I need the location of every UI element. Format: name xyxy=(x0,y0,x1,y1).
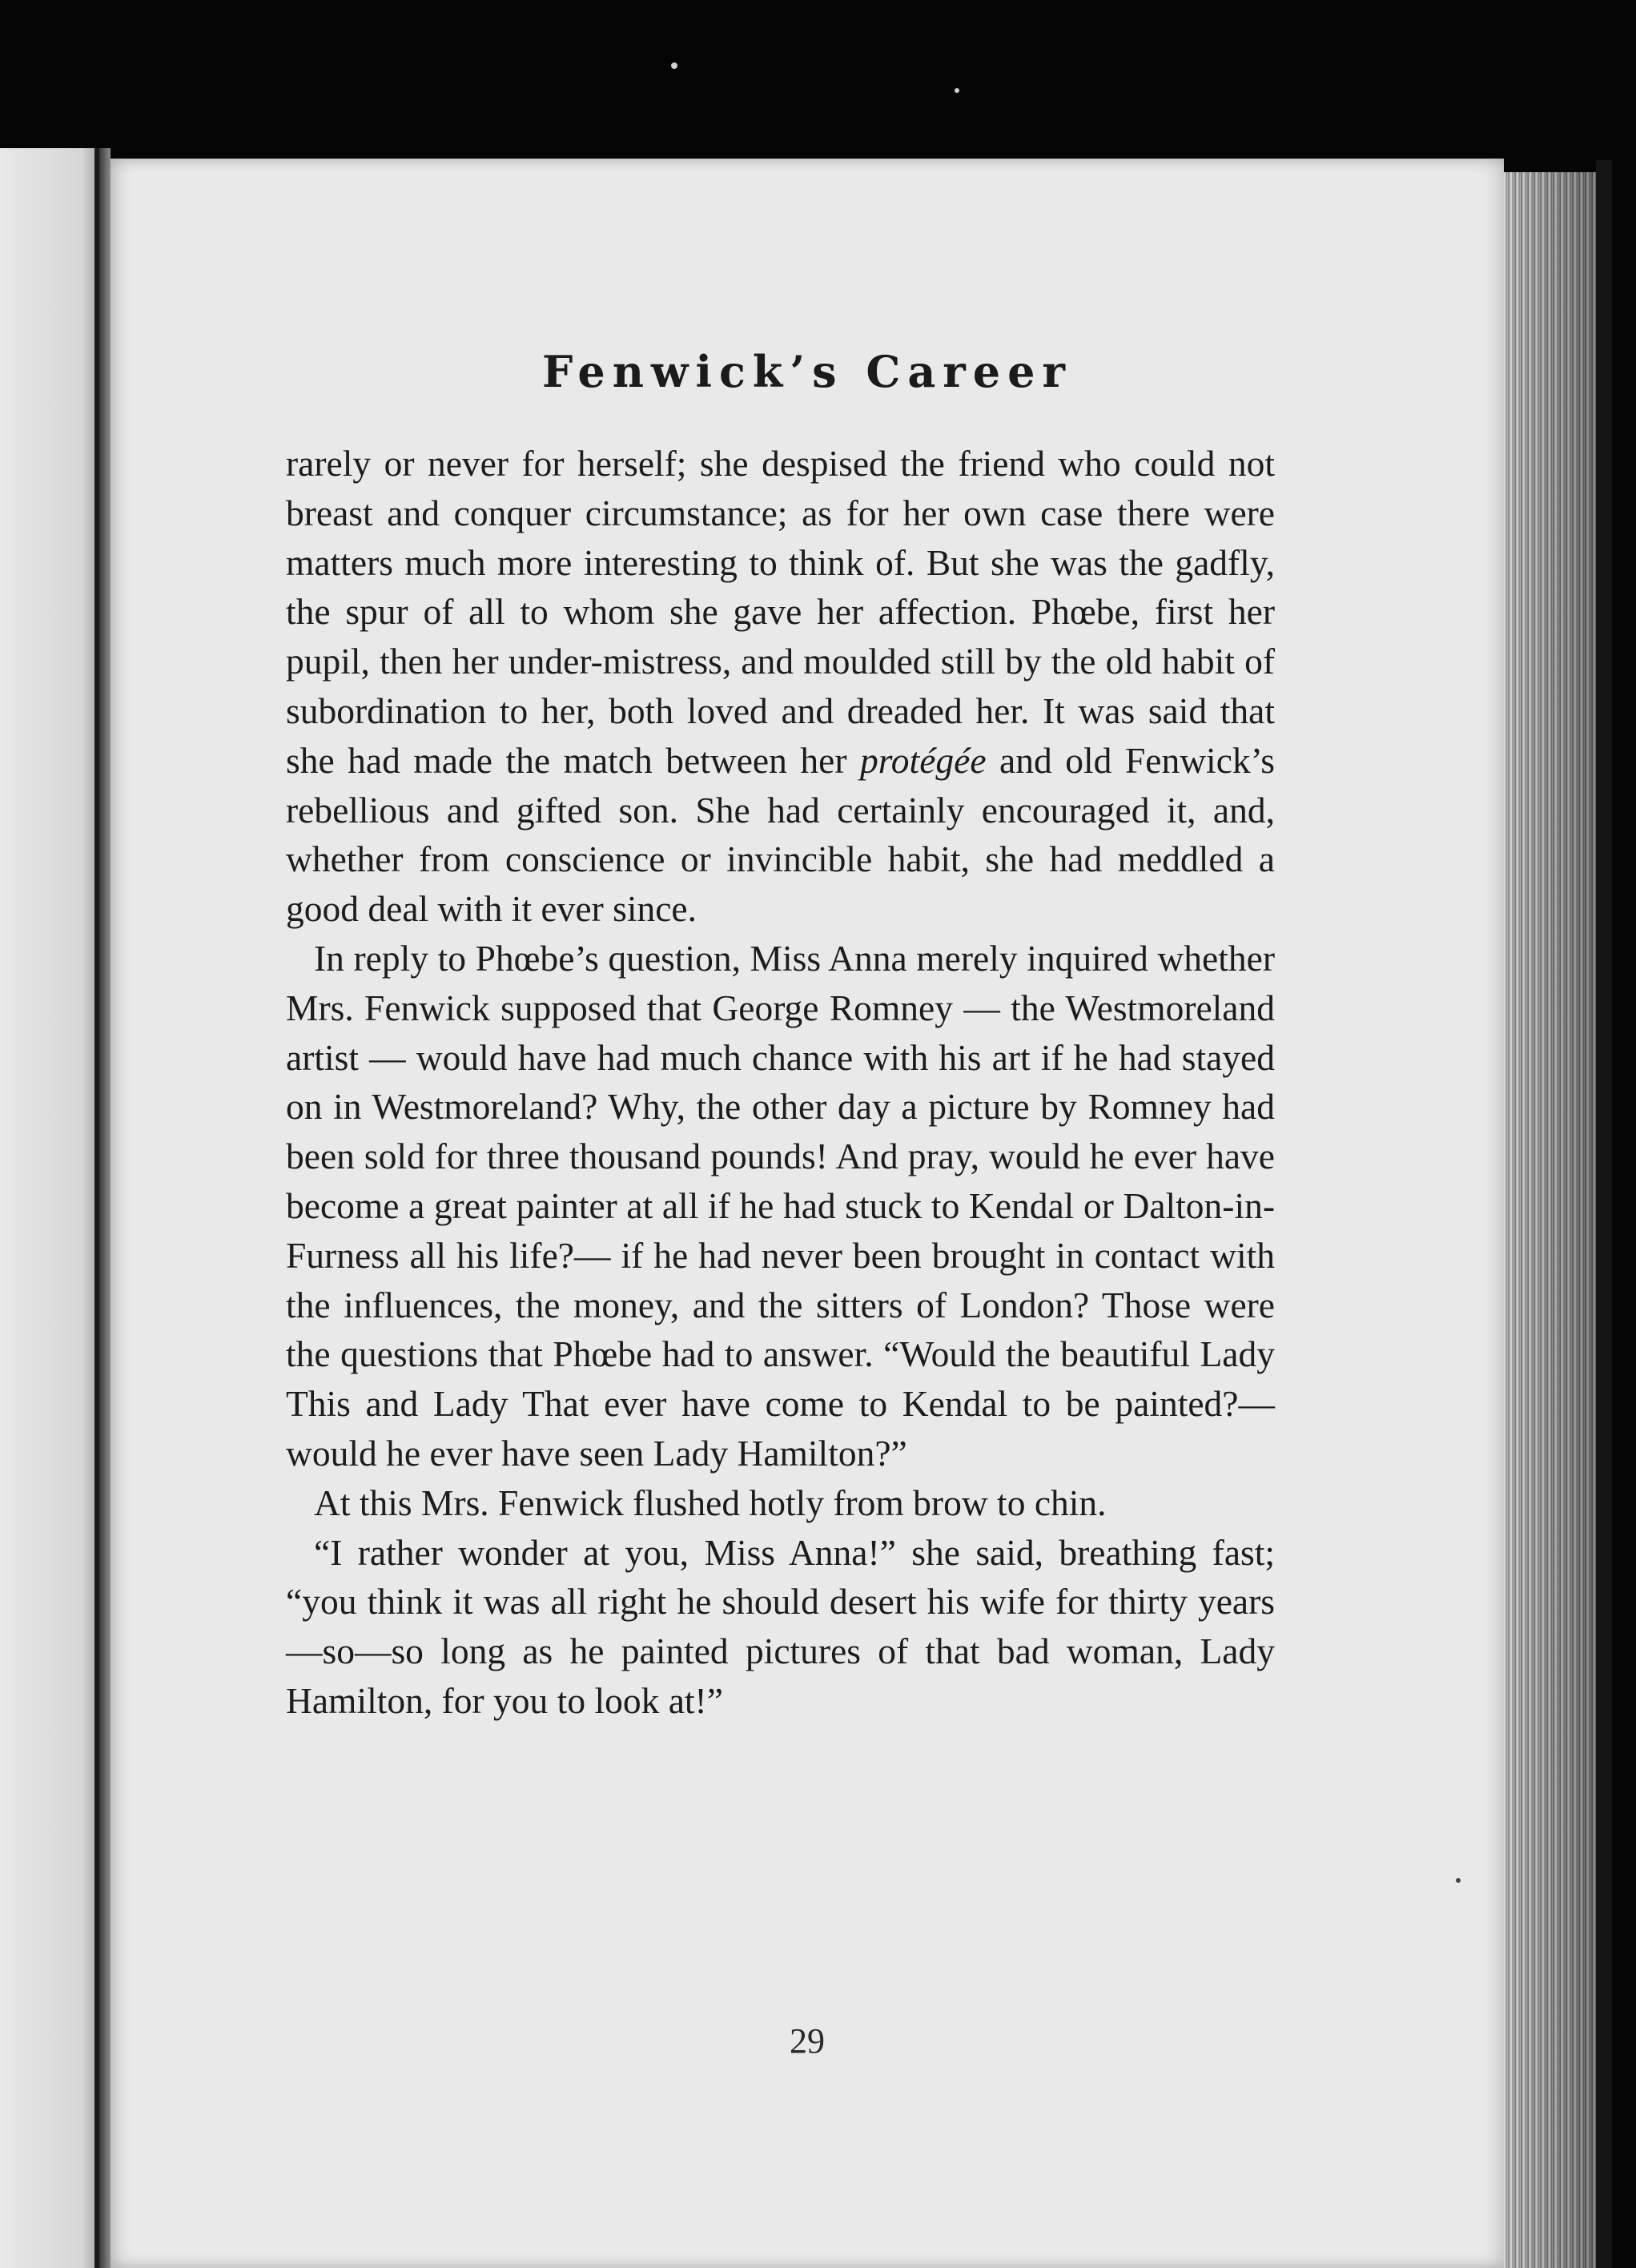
paragraph-2: In reply to Phœbe’s question, Miss Anna merely inquired whether Mrs. Fenwick supposed that George Romney — the Westmoreland artist — would have had much chance with his art if he had stayed on in Westmoreland? Why, the other day a picture by Romney had been sold for three thousand pounds! And pray, would he ever have become a great painter at all if he had stuck to Kendal or Dalton-in-Furness all his life?— if he had never been brought in contact with the influences, the money, and the sitters of London? Those were the questions that Phœbe had to answer. “Would the beautiful Lady This and Lady That ever have come to Kendal to be painted?—would he ever have seen Lady Hamilton?” xyxy=(286,937,1275,1474)
dust-speck xyxy=(1456,1878,1461,1883)
book-gutter xyxy=(99,148,111,2268)
running-head: Fenwick’s Career xyxy=(542,346,1072,397)
page-edges-shade xyxy=(1504,172,1596,2268)
paragraph-3: At this Mrs. Fenwick flushed hotly from brow to chin. xyxy=(314,1482,1107,1523)
left-page-fragment xyxy=(0,148,103,2268)
page-number: 29 xyxy=(790,2021,825,2061)
italic-word: protégée xyxy=(860,739,987,781)
paragraph-4: “I rather wonder at you, Miss Anna!” she said, breathing fast; “you think it was all right he should desert his wife for thirty years—so—so long as he painted pictures of that bad woman, Lady Hamilton, for you to look at!” xyxy=(286,1531,1275,1721)
dust-speck xyxy=(955,88,959,93)
paragraph-1: rarely or never for herself; she despised the friend who could not breast and conquer circumstance; as for her own case there were matters much more interesting to think of. But she was the gadfly, the spur of all to whom she gave her affection. Phœbe, first her pupil, then her under-mistress, and moulded still by the old habit of subordination to her, both loved and dreaded her. It was said that she had made the match between her protégée and old Fenwick’s rebellious and gifted son. She had certainly encouraged it, and, whether from conscience or invincible habit, she had meddled a good deal with it ever since. xyxy=(286,443,1275,930)
body-text xyxy=(286,439,1275,1726)
dust-speck xyxy=(671,62,677,69)
cover-edge xyxy=(1596,160,1612,2268)
